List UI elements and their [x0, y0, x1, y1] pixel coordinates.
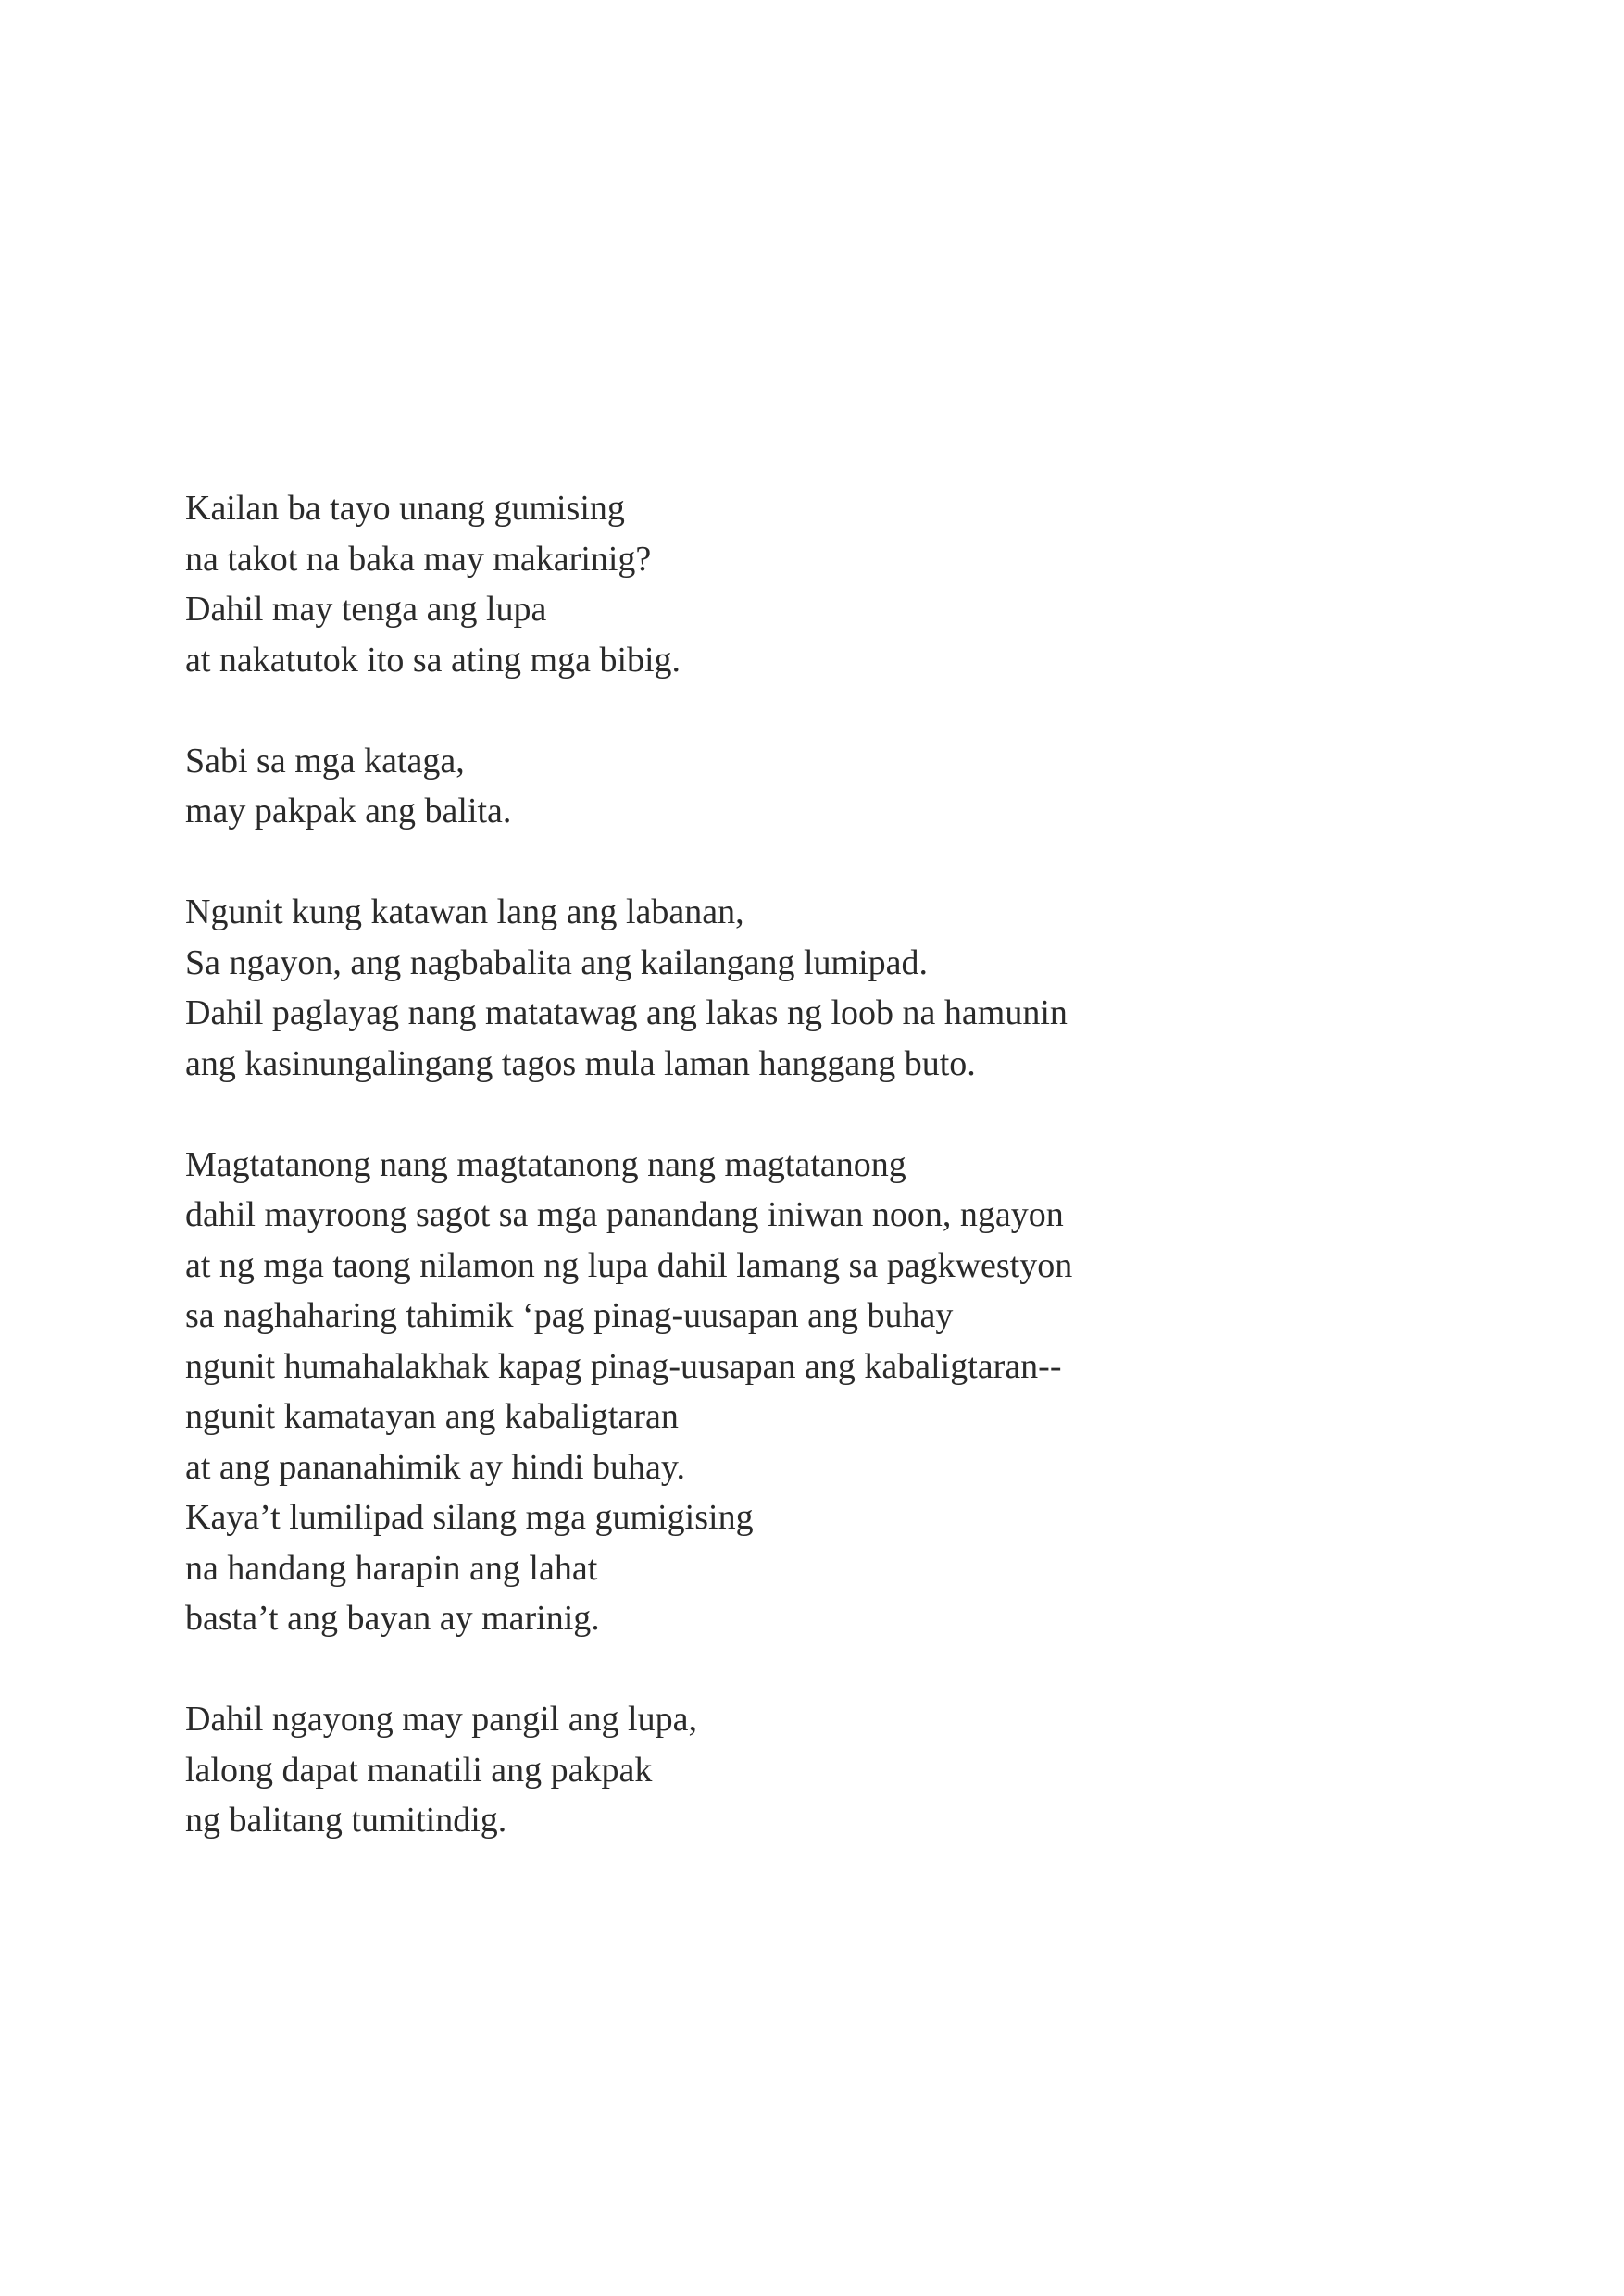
poem-line: na takot na baka may makarinig?	[185, 539, 652, 579]
poem-line: at nakatutok ito sa ating mga bibig.	[185, 640, 681, 680]
poem-line: Sa ngayon, ang nagbabalita ang kailangang lumipad.	[185, 942, 928, 982]
poem-line: Dahil ngayong may pangil ang lupa,	[185, 1700, 697, 1739]
stanza-3	[185, 887, 1481, 1089]
poem-line: ang kasinungalingang tagos mula laman hanggang buto.	[185, 1043, 976, 1083]
poem-line: Sabi sa mga kataga,	[185, 741, 465, 780]
poem-line: Kaya’t lumilipad silang mga gumigising	[185, 1498, 754, 1537]
poem-line: dahil mayroong sagot sa mga panandang iniwan noon, ngayon	[185, 1195, 1064, 1234]
poem-line: ngunit humahalakhak kapag pinag-uusapan ang kabaligtaran--	[185, 1346, 1062, 1386]
poem-line: ngunit kamatayan ang kabaligtaran	[185, 1397, 679, 1436]
poem-line: at ang pananahimik ay hindi buhay.	[185, 1447, 685, 1487]
stanza-4	[185, 1140, 1481, 1644]
poem-line: Dahil may tenga ang lupa	[185, 590, 547, 629]
poem-line: may pakpak ang balita.	[185, 792, 512, 830]
poem-line: sa naghaharing tahimik ‘pag pinag-uusapan ang buhay	[185, 1296, 954, 1335]
poem-body	[185, 483, 1481, 1896]
poem-line: basta’t ang bayan ay marinig.	[185, 1599, 600, 1638]
poem-line: Kailan ba tayo unang gumising	[185, 489, 625, 528]
poem-line: ng balitang tumitindig.	[185, 1801, 507, 1840]
poem-line: at ng mga taong nilamon ng lupa dahil lamang sa pagkwestyon	[185, 1245, 1073, 1285]
poem-line: na handang harapin ang lahat	[185, 1548, 598, 1588]
stanza-1	[185, 483, 1481, 685]
stanza-2	[185, 736, 1481, 837]
poem-line: lalong dapat manatili ang pakpak	[185, 1750, 653, 1790]
poem-line: Ngunit kung katawan lang ang labanan,	[185, 892, 744, 931]
poem-line: Dahil paglayag nang matatawag ang lakas ng loob na hamunin	[185, 993, 1068, 1032]
stanza-5	[185, 1694, 1481, 1846]
poem-line: Magtatanong nang magtatanong nang magtatanong	[185, 1144, 906, 1184]
